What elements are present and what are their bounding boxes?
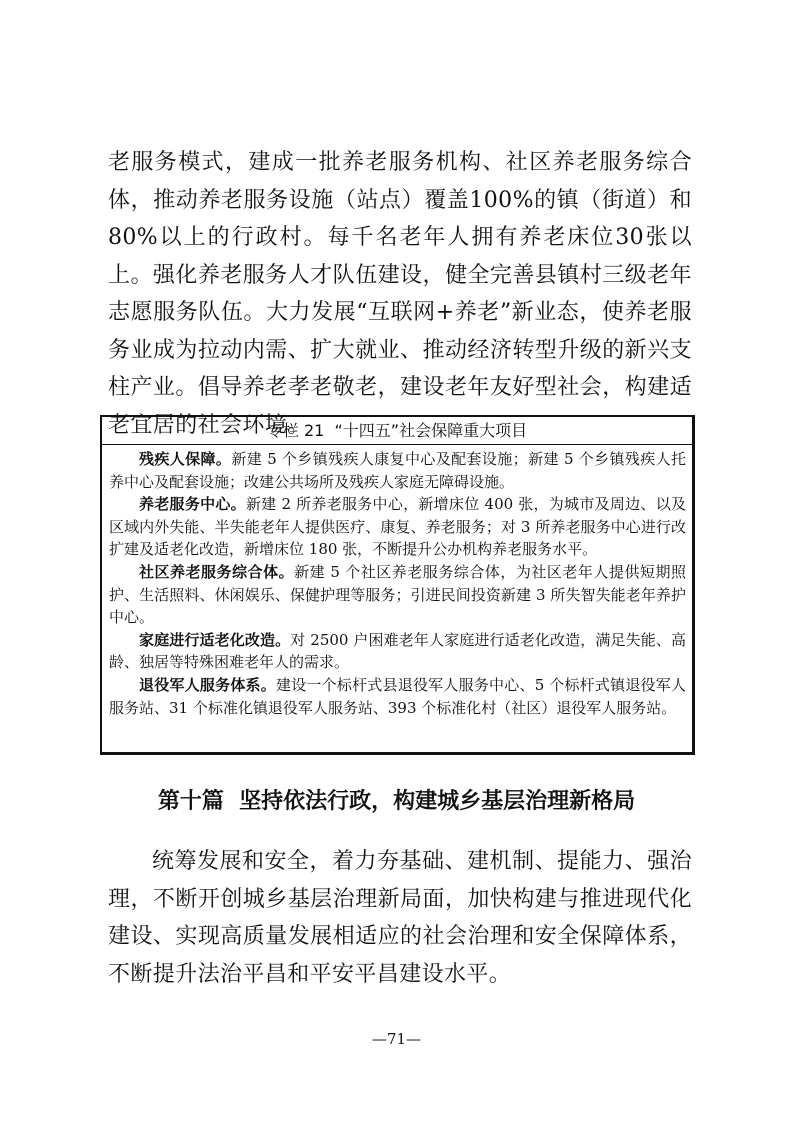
box-item xyxy=(109,561,686,629)
box-title: 专栏 21 “十四五”社会保障重大项目 xyxy=(102,417,692,445)
box-item-label: 退役军人服务体系。 xyxy=(139,675,276,694)
box-item xyxy=(109,493,686,561)
box-body xyxy=(102,445,692,719)
box-item xyxy=(109,629,686,674)
chapter-heading: 第十篇 坚持依法行政，构建城乡基层治理新格局 xyxy=(157,789,636,814)
chapter-paragraph: 统筹发展和安全，着力夯基础、建机制、提能力、强治理，不断开创城乡基层治理新局面，加快构建与推进现代化建设、实现高质量发展相适应的社会治理和安全保障体系，不断提升法治平昌和平安平昌建设水平。 xyxy=(108,849,692,987)
box-item xyxy=(109,674,686,719)
box-item-text: 新建 2 所养老服务中心，新增床位 400 张，为城市及周边、以及区域内外失能、半失能老年人提供医疗、康复、养老服务；对 3 所养老服务中心进行改扩建及适老化改造，新增床位 180 张，不断提升公办机构养老服务水平。 xyxy=(109,495,686,559)
box-item-text: 新建 5 个乡镇残疾人康复中心及配套设施；新建 5 个乡镇残疾人托养中心及配套设施；改建公共场所及残疾人家庭无障碍设施。 xyxy=(109,450,686,491)
box-item-text: 新建 5 个社区养老服务综合体，为社区老年人提供短期照护、生活照料、休闲娱乐、保健护理等服务；引进民间投资新建 3 所失智失能老年养护中心。 xyxy=(109,562,686,627)
box-item-text: 对 2500 户困难老年人家庭进行适老化改造，满足失能、高龄、独居等特殊困难老年人的需求。 xyxy=(109,630,686,672)
page-number: —71— xyxy=(371,1030,422,1048)
box-item-label: 家庭进行适老化改造。 xyxy=(139,630,291,649)
box-item-text: 建设一个标杆式县退役军人服务中心、5 个标杆式镇退役军人服务站、31 个标准化镇退役军人服务站、393 个标准化村（社区）退役军人服务站。 xyxy=(109,675,686,717)
special-column-box xyxy=(100,415,695,755)
box-item-label: 社区养老服务综合体。 xyxy=(139,562,295,581)
box-item-label: 养老服务中心。 xyxy=(139,495,246,514)
box-item-label: 残疾人保障。 xyxy=(139,450,232,468)
box-item xyxy=(109,448,686,493)
intro-paragraph: 老服务模式，建成一批养老服务机构、社区养老服务综合体，推动养老服务设施（站点）覆盖100%的镇（街道）和80%以上的行政村。每千名老年人拥有养老床位30张以上。强化养老服务人才队伍建设，健全完善县镇村三级老年志愿服务队伍。大力发展“互联网+养老”新业态，使养老服务业成为拉动内需、扩大就业、推动经济转型升级的新兴支柱产业。倡导养老孝老敬老，建设老年友好型社会，构建适老宜居的社会环境。 xyxy=(108,150,692,438)
